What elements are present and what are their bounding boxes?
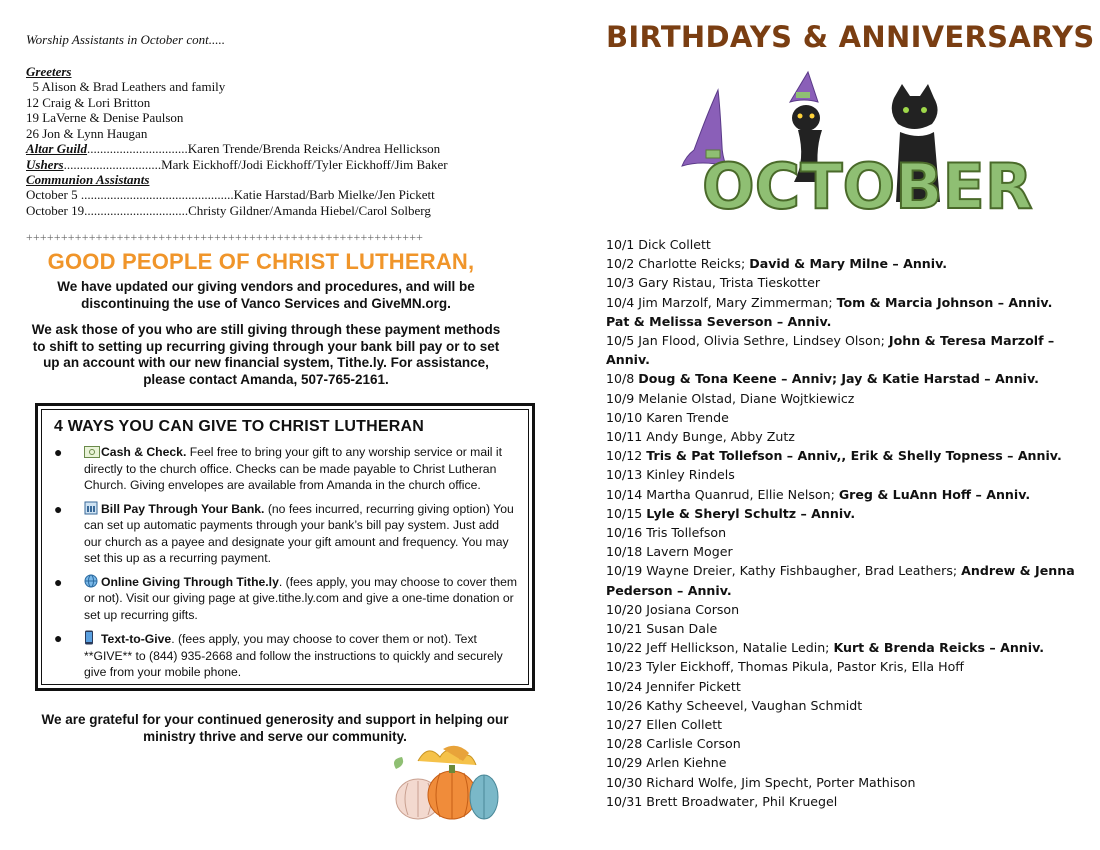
altar-guild-value: ...............................Karen Trende/Brenda Reicks/Andrea Hellickson — [87, 141, 441, 156]
birthday-entry: 10/24 Jennifer Pickett — [606, 678, 741, 694]
greeters-heading: Greeters — [26, 64, 72, 79]
birthday-entry: 10/22 Jeff Hellickson, Natalie Ledin; Kurt & Brenda Reicks – Anniv. — [606, 640, 1045, 656]
way-body: . (fees apply, you may choose to cover them or not). Text **GIVE** to (844) 935-2668 and follow the instructions to quickly and securely give from your mobile phone. — [84, 632, 503, 679]
way-item: ● Cash & Check. Feel free to bring your gift to any worship service or mail it directly to the church office. Checks can be made payable to Christ Lutheran Church. Giving envelopes are available from Amanda in the church office. — [54, 444, 502, 492]
greeter-line: 12 Craig & Lori Britton — [26, 94, 151, 110]
birthday-entry: 10/9 Melanie Olstad, Diane Wojtkiewicz — [606, 390, 855, 406]
birthday-entry: 10/21 Susan Dale — [606, 621, 718, 637]
birthday-entry: 10/20 Josiana Corson — [606, 601, 740, 617]
birthday-entry: 10/16 Tris Tollefson — [606, 525, 727, 541]
birthday-entry: 10/27 Ellen Collett — [606, 717, 723, 733]
good-people-paragraph: We ask those of you who are still giving through these payment methods to shift to setting up recurring giving through your bank bill pay or to set up an account with our new financial system, Tithe.ly. For assistance, please contact Amanda, 507-765-2161. — [31, 322, 501, 387]
way-body: (no fees incurred, recurring giving option) You can set up automatic payments through your bank’s bill pay system. Just add our church as a payee and designate your gift amount and frequency. You may set this up as a recurring payment. — [84, 501, 514, 565]
greeter-line: 26 Jon & Lynn Haugan — [26, 125, 148, 141]
altar-guild-line — [26, 141, 526, 157]
altar-guild-label: Altar Guild — [26, 141, 88, 156]
birthday-entry: 10/8 Doug & Tona Keene – Anniv; Jay & Katie Harstad – Anniv. — [606, 371, 1039, 387]
ushers-value: ..............................Mark Eickhoff/Jodi Eickhoff/Tyler Eickhoff/Jim Baker — [63, 156, 448, 172]
ushers-label: Ushers — [26, 156, 64, 172]
grateful-note: We are grateful for your continued generosity and support in helping our ministry thrive and serve our community. — [41, 712, 509, 744]
cash-icon — [84, 446, 98, 459]
ways-to-give-box — [35, 403, 535, 691]
way-body: . (fees apply, you may choose to cover them or not). Visit our giving page at give.tithe.ly.com and give a one-time donation or set up recurring gifts. — [84, 574, 518, 622]
birthday-list — [606, 235, 1076, 811]
ushers-line — [26, 157, 526, 173]
greeter-line: 5 Alison & Brad Leathers and family — [26, 79, 226, 94]
way-item: ● Online Giving Through Tithe.ly. (fees apply, you may choose to cover them or not). Visit our giving page at give.tithe.ly.com and give a one-time donation or set up recurring gifts. — [54, 573, 518, 622]
birthday-entry: 10/5 Jan Flood, Olivia Sethre, Lindsey Olson; John & Teresa Marzolf – Anniv. — [606, 333, 1055, 368]
birthday-entry: 10/3 Gary Ristau, Trista Tieskotter — [606, 275, 821, 291]
birthday-entry: 10/29 Arlen Kiehne — [606, 755, 727, 771]
birthday-entry: 10/13 Kinley Rindels — [606, 467, 735, 483]
worship-title: Worship Assistants in October cont..... — [26, 32, 225, 47]
globe-icon — [84, 574, 98, 587]
birthday-entry: 10/28 Carlisle Corson — [606, 736, 741, 752]
birthday-entry: 10/23 Tyler Eickhoff, Thomas Pikula, Pastor Kris, Ella Hoff — [606, 659, 964, 675]
birthday-entry: 10/2 Charlotte Reicks; David & Mary Milne – Anniv. — [606, 256, 948, 272]
birthday-entry: 10/10 Karen Trende — [606, 409, 729, 425]
way-head: Cash & Check. — [101, 445, 187, 459]
way-item: ● Bill Pay Through Your Bank. (no fees incurred, recurring giving option) You can set up automatic payments through your bank’s bill pay system. Just add our church as a payee and designate your gift amount and frequency. You may set this up as a recurring payment. — [54, 500, 514, 565]
birthday-entry: 10/31 Brett Broadwater, Phil Kruegel — [606, 793, 838, 809]
way-head: Bill Pay Through Your Bank. — [101, 501, 265, 516]
phone-icon — [84, 630, 98, 643]
pumpkins-illustration — [388, 741, 503, 826]
divider: +++++++++++++++++++++++++++++++++++++++++++++++++++++++++ — [26, 230, 424, 244]
way-head: Online Giving Through Tithe.ly — [101, 574, 279, 589]
good-people-paragraph: We have updated our giving vendors and procedures, and will be discontinuing the use of Vanco Services and GiveMN.org. — [57, 279, 475, 311]
birthday-entry: 10/12 Tris & Pat Tollefson – Anniv,, Erik & Shelly Topness – Anniv. — [606, 448, 1062, 464]
october-illustration — [678, 58, 1033, 223]
birthday-entry: 10/11 Andy Bunge, Abby Zutz — [606, 429, 795, 445]
birthday-entry: 10/30 Richard Wolfe, Jim Specht, Porter Mathison — [606, 774, 916, 790]
way-head: Text-to-Give — [101, 632, 172, 646]
greeter-line: 19 LaVerne & Denise Paulson — [26, 110, 184, 125]
ways-title: 4 WAYS YOU CAN GIVE TO CHRIST LUTHERAN — [54, 418, 425, 435]
birthdays-title: BIRTHDAYS & ANNIVERSARYS — [606, 20, 1095, 54]
birthday-entry: 10/4 Jim Marzolf, Mary Zimmerman; Tom & Marcia Johnson – Anniv. Pat & Melissa Severson – Anniv. — [606, 294, 1053, 329]
svg-text:OCTOBER: OCTOBER — [702, 150, 1033, 223]
birthday-entry: 10/26 Kathy Scheevel, Vaughan Schmidt — [606, 697, 863, 713]
birthday-entry: 10/18 Lavern Moger — [606, 544, 733, 560]
good-people-title: GOOD PEOPLE OF CHRIST LUTHERAN, — [47, 249, 475, 274]
october-text — [702, 150, 1033, 223]
communion-line: October 5 ...............................................Katie Harstad/Barb Mielke/Jen Pickett — [26, 187, 435, 202]
communion-heading: Communion Assistants — [26, 172, 150, 187]
way-body: Feel free to bring your gift to any worship service or mail it directly to the church office. Checks can be made payable to Christ Lutheran Church. Giving envelopes are available from Amanda in the church office. — [84, 445, 502, 492]
birthday-entry: 10/19 Wayne Dreier, Kathy Fishbaugher, Brad Leathers; Andrew & Jenna Pederson – Anniv. — [606, 563, 1075, 598]
birthday-entry: 10/1 Dick Collett — [606, 237, 711, 252]
birthday-entry: 10/14 Martha Quanrud, Ellie Nelson; Greg & LuAnn Hoff – Anniv. — [606, 486, 1031, 502]
birthday-entry: 10/15 Lyle & Sheryl Schultz – Anniv. — [606, 505, 856, 521]
left-column — [26, 32, 526, 388]
bank-icon — [84, 501, 98, 514]
communion-line: October 19................................Christy Gildner/Amanda Hiebel/Carol Solberg — [26, 202, 431, 218]
way-item: ● Text-to-Give. (fees apply, you may choose to cover them or not). Text **GIVE** to (844) 935-2668 and follow the instructions to quickly and securely give from your mobile phone. — [54, 630, 503, 679]
